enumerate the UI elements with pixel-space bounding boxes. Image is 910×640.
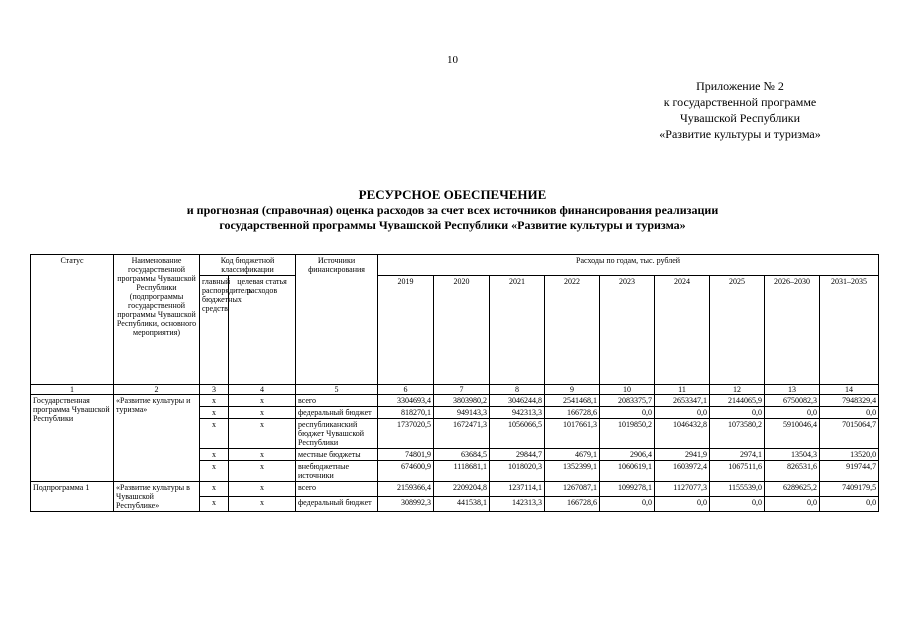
value-cell: 2209204,8 bbox=[434, 482, 490, 497]
value-cell: 441538,1 bbox=[434, 497, 490, 512]
value-cell: 3304693,4 bbox=[378, 395, 434, 407]
header-target-article: целевая статья расходов bbox=[229, 276, 296, 385]
column-number: 1 bbox=[31, 385, 114, 395]
source-cell: федеральный бюджет bbox=[296, 497, 378, 512]
main-manager-cell: x bbox=[200, 449, 229, 461]
value-cell: 1060619,1 bbox=[600, 461, 655, 482]
value-cell: 2541468,1 bbox=[545, 395, 600, 407]
target-article-cell: x bbox=[229, 449, 296, 461]
header-year: 2022 bbox=[545, 276, 600, 385]
value-cell: 826531,6 bbox=[765, 461, 820, 482]
value-cell: 674600,9 bbox=[378, 461, 434, 482]
value-cell: 4679,1 bbox=[545, 449, 600, 461]
document-title bbox=[0, 187, 905, 233]
value-cell: 1672471,3 bbox=[434, 419, 490, 449]
value-cell: 0,0 bbox=[710, 407, 765, 419]
target-article-cell: x bbox=[229, 461, 296, 482]
value-cell: 2083375,7 bbox=[600, 395, 655, 407]
value-cell: 3803980,2 bbox=[434, 395, 490, 407]
value-cell: 7015064,7 bbox=[820, 419, 879, 449]
value-cell: 1118681,1 bbox=[434, 461, 490, 482]
header-year: 2021 bbox=[490, 276, 545, 385]
target-article-cell: x bbox=[229, 407, 296, 419]
value-cell: 2941,9 bbox=[655, 449, 710, 461]
value-cell: 1737020,5 bbox=[378, 419, 434, 449]
value-cell: 1019850,2 bbox=[600, 419, 655, 449]
value-cell: 2906,4 bbox=[600, 449, 655, 461]
header-budget-code: Код бюджетной классификации bbox=[200, 255, 296, 276]
status-cell: Подпрограмма 1 bbox=[31, 482, 114, 512]
header-sources: Источники финансирования bbox=[296, 255, 378, 385]
column-number: 6 bbox=[378, 385, 434, 395]
column-number: 12 bbox=[710, 385, 765, 395]
value-cell: 818270,1 bbox=[378, 407, 434, 419]
value-cell: 142313,3 bbox=[490, 497, 545, 512]
header-year: 2025 bbox=[710, 276, 765, 385]
value-cell: 3046244,8 bbox=[490, 395, 545, 407]
main-manager-cell: x bbox=[200, 419, 229, 449]
column-number: 10 bbox=[600, 385, 655, 395]
appendix-line-4: «Развитие культуры и туризма» bbox=[659, 127, 821, 141]
page-number: 10 bbox=[447, 54, 458, 66]
main-manager-cell: x bbox=[200, 461, 229, 482]
value-cell: 5910046,4 bbox=[765, 419, 820, 449]
value-cell: 308992,3 bbox=[378, 497, 434, 512]
column-number: 13 bbox=[765, 385, 820, 395]
source-cell: всего bbox=[296, 482, 378, 497]
value-cell: 2653347,1 bbox=[655, 395, 710, 407]
column-number: 14 bbox=[820, 385, 879, 395]
column-number: 3 bbox=[200, 385, 229, 395]
value-cell: 74801,9 bbox=[378, 449, 434, 461]
header-status: Статус bbox=[31, 255, 114, 385]
value-cell: 13504,3 bbox=[765, 449, 820, 461]
header-year: 2023 bbox=[600, 276, 655, 385]
value-cell: 29844,7 bbox=[490, 449, 545, 461]
value-cell: 0,0 bbox=[655, 407, 710, 419]
main-manager-cell: x bbox=[200, 395, 229, 407]
value-cell: 166728,6 bbox=[545, 407, 600, 419]
column-number: 11 bbox=[655, 385, 710, 395]
value-cell: 166728,6 bbox=[545, 497, 600, 512]
target-article-cell: x bbox=[229, 497, 296, 512]
value-cell: 6289625,2 bbox=[765, 482, 820, 497]
main-manager-cell: x bbox=[200, 407, 229, 419]
value-cell: 1127077,3 bbox=[655, 482, 710, 497]
appendix-line-3: Чувашской Республики bbox=[679, 111, 801, 125]
column-number: 8 bbox=[490, 385, 545, 395]
value-cell: 7409179,5 bbox=[820, 482, 879, 497]
header-year: 2026–2030 bbox=[765, 276, 820, 385]
value-cell: 6750082,3 bbox=[765, 395, 820, 407]
value-cell: 0,0 bbox=[710, 497, 765, 512]
header-expenses: Расходы по годам, тыс. рублей bbox=[378, 255, 879, 276]
value-cell: 942313,3 bbox=[490, 407, 545, 419]
value-cell: 0,0 bbox=[820, 407, 879, 419]
program-name-cell: «Развитие культуры в Чувашской Республике» bbox=[114, 482, 200, 512]
resource-table bbox=[30, 254, 879, 512]
value-cell: 0,0 bbox=[600, 407, 655, 419]
title-line-3: государственной программы Чувашской Республики «Развитие культуры и туризма» bbox=[219, 218, 686, 232]
value-cell: 1237114,1 bbox=[490, 482, 545, 497]
table-row bbox=[31, 395, 879, 407]
target-article-cell: x bbox=[229, 395, 296, 407]
main-manager-cell: x bbox=[200, 497, 229, 512]
header-year: 2024 bbox=[655, 276, 710, 385]
main-manager-cell: x bbox=[200, 482, 229, 497]
value-cell: 0,0 bbox=[765, 497, 820, 512]
value-cell: 0,0 bbox=[820, 497, 879, 512]
header-year: 2031–2035 bbox=[820, 276, 879, 385]
column-number: 7 bbox=[434, 385, 490, 395]
target-article-cell: x bbox=[229, 482, 296, 497]
value-cell: 919744,7 bbox=[820, 461, 879, 482]
value-cell: 1067511,6 bbox=[710, 461, 765, 482]
header-year: 2019 bbox=[378, 276, 434, 385]
appendix-line-2: к государственной программе bbox=[663, 95, 817, 109]
appendix-line-1: Приложение № 2 bbox=[696, 79, 784, 93]
column-number: 4 bbox=[229, 385, 296, 395]
value-cell: 2159366,4 bbox=[378, 482, 434, 497]
value-cell: 1352399,1 bbox=[545, 461, 600, 482]
value-cell: 1099278,1 bbox=[600, 482, 655, 497]
source-cell: всего bbox=[296, 395, 378, 407]
column-number: 5 bbox=[296, 385, 378, 395]
source-cell: республиканский бюджет Чувашской Республики bbox=[296, 419, 378, 449]
value-cell: 63684,5 bbox=[434, 449, 490, 461]
source-cell: местные бюджеты bbox=[296, 449, 378, 461]
source-cell: федеральный бюджет bbox=[296, 407, 378, 419]
status-cell: Государственная программа Чувашской Республики bbox=[31, 395, 114, 482]
column-number: 2 bbox=[114, 385, 200, 395]
header-year: 2020 bbox=[434, 276, 490, 385]
value-cell: 1155539,0 bbox=[710, 482, 765, 497]
value-cell: 2974,1 bbox=[710, 449, 765, 461]
value-cell: 0,0 bbox=[655, 497, 710, 512]
value-cell: 1018020,3 bbox=[490, 461, 545, 482]
appendix-header bbox=[570, 78, 910, 142]
title-line-2: и прогнозная (справочная) оценка расходов за счет всех источников финансирования реализации bbox=[186, 203, 719, 217]
value-cell: 1073580,2 bbox=[710, 419, 765, 449]
header-name: Наименование государственной программы Чувашской Республики (подпрограммы государственной программы Чувашской Республики, основного мероприятия) bbox=[114, 255, 200, 385]
value-cell: 0,0 bbox=[765, 407, 820, 419]
value-cell: 1267087,1 bbox=[545, 482, 600, 497]
target-article-cell: x bbox=[229, 419, 296, 449]
program-name-cell: «Развитие культуры и туризма» bbox=[114, 395, 200, 482]
value-cell: 7948329,4 bbox=[820, 395, 879, 407]
value-cell: 0,0 bbox=[600, 497, 655, 512]
value-cell: 1056066,5 bbox=[490, 419, 545, 449]
source-cell: внебюджетные источники bbox=[296, 461, 378, 482]
value-cell: 949143,3 bbox=[434, 407, 490, 419]
table-row bbox=[31, 482, 879, 497]
column-number: 9 bbox=[545, 385, 600, 395]
value-cell: 1046432,8 bbox=[655, 419, 710, 449]
value-cell: 1017661,3 bbox=[545, 419, 600, 449]
title-line-1: РЕСУРСНОЕ ОБЕСПЕЧЕНИЕ bbox=[358, 187, 547, 202]
value-cell: 13520,0 bbox=[820, 449, 879, 461]
value-cell: 1603972,4 bbox=[655, 461, 710, 482]
header-main-manager: главный распорядитель бюджетных средств bbox=[200, 276, 229, 385]
value-cell: 2144065,9 bbox=[710, 395, 765, 407]
